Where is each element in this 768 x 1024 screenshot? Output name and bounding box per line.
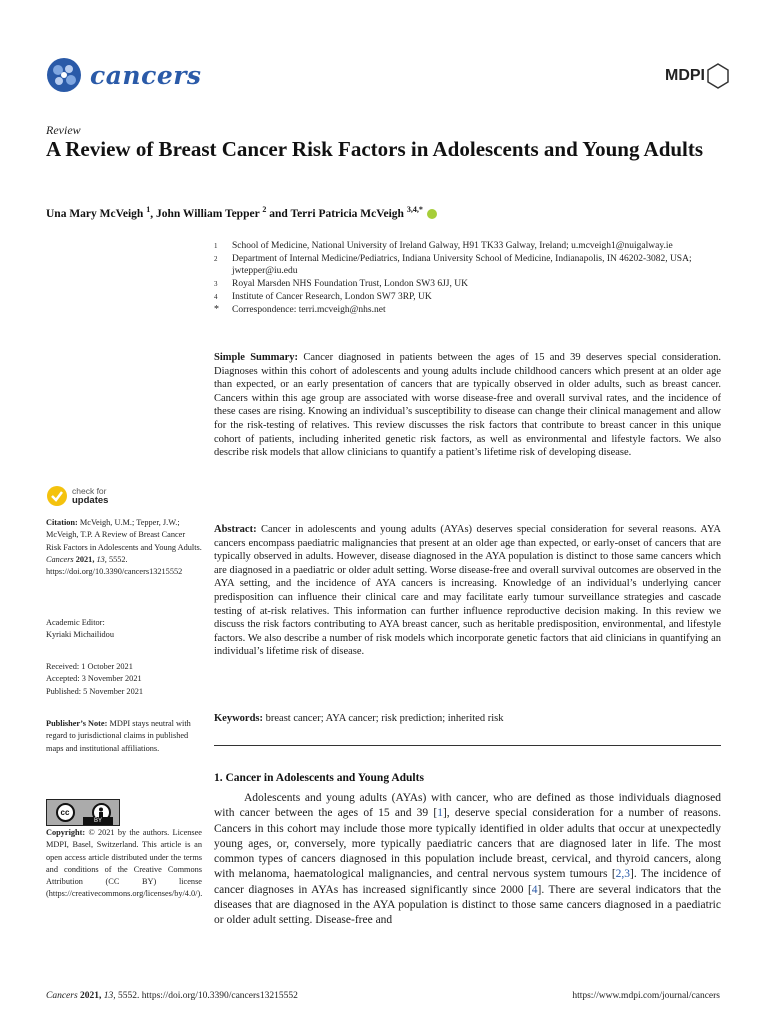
abstract-label: Abstract: <box>214 524 257 535</box>
intro-paragraph <box>214 791 721 929</box>
intro-text: ], deserve special consideration for a number of reasons. Cancers in this cohort may include those more typically identified in older adults that occur at unexpectedly young ages, or, conversely, more typically paediatric cancers that are diagnosed later in life. The most common types of cancers diagnosed in this population include breast, cervical, and thyroid cancers, along with melanoma, haematological malignancies, and central nervous system tumours [ <box>214 807 721 881</box>
copyright-label: Copyright: <box>46 828 86 837</box>
check-line-2: updates <box>72 495 109 506</box>
editor-block <box>46 617 202 642</box>
cc-license-badge[interactable] <box>46 799 120 826</box>
copyright-block <box>46 827 202 901</box>
publisher-note <box>46 718 202 755</box>
affiliation-item <box>214 278 734 290</box>
mdpi-logo-icon <box>707 63 729 89</box>
keywords-text: breast cancer; AYA cancer; risk prediction; inherited risk <box>265 713 504 724</box>
footer-journal-url[interactable]: https://www.mdpi.com/journal/cancers <box>572 991 720 1001</box>
check-line-1: check for <box>72 486 107 496</box>
reference-link[interactable]: 1 <box>437 807 443 820</box>
author-affil-mark: 2 <box>262 205 267 214</box>
author-list: Una Mary McVeigh $^1$, John William Tepper $^2$ and Terri Patricia McVeigh $^{3,4,*}$ <box>46 205 437 220</box>
section-heading: 1. Cancer in Adolescents and Young Adults <box>214 772 424 784</box>
published-date: Published: 5 November 2021 <box>46 686 144 696</box>
orcid-icon[interactable] <box>427 209 437 219</box>
affiliation-text: Department of Internal Medicine/Pediatrics, Indiana University School of Medicine, Indianapolis, IN 46202-3082, USA; jwtepper@iu.edu <box>232 254 692 276</box>
intro-text: ]. There are several indicators that the diseases that are diagnosed in the AYA population is distinct to those same cancers diagnosed in a paediatric or older adult setting. Disease-free and <box>214 883 721 927</box>
footer-year: 2021, <box>80 991 102 1001</box>
editor-label: Academic Editor: <box>46 618 105 627</box>
article-type: Review <box>46 123 81 137</box>
citation-year: 2021, <box>75 554 95 564</box>
citation-journal: Cancers <box>46 554 74 564</box>
simple-summary-text: Cancer diagnosed in patients between the ages of 15 and 39 deserves special consideration. Diagnoses within this cohort of adolescents and young adults include childhood cancers which present at an older age than expected, or an early presentation of cancers that are typically observed in older adults, such as breast cancer. Cancers within this age group are associated with worse disease-free and overall survival rates, and the incidence of these cases are rising. Knowing an individual’s susceptibility to disease can change their clinical management and allow for the risk-testing of relatives. This review discusses the risk factors that contribute to breast cancer in this unique cohort of patients, including inherited genetic risk factors, as well as environmental and lifestyle factors. We also describe risk models that allow clinicians to quantify a patient’s lifetime risk of developing disease. <box>214 352 722 459</box>
footer-doi[interactable]: 5552. https://doi.org/10.3390/cancers13215552 <box>118 991 298 1001</box>
citation-block <box>46 517 202 578</box>
received-date: Received: 1 October 2021 <box>46 662 133 671</box>
affiliation-mark: 1 <box>214 242 218 250</box>
author-affil-mark: 3,4,* <box>406 205 423 214</box>
keywords <box>214 712 721 726</box>
affiliation-mark: 2 <box>214 255 218 263</box>
publisher-logo[interactable] <box>665 63 729 89</box>
journal-logo-icon <box>44 55 84 95</box>
reference-link[interactable]: 4 <box>531 883 538 896</box>
intro-text: Adolescents and young adults (AYAs) with cancer, who are defined as those individuals diagnosed with cancer between the ages of 15 and 39 [ <box>214 792 721 820</box>
paper-title: A Review of Breast Cancer Risk Factors in Adolescents and Young Adults <box>46 137 704 161</box>
abstract-text: Cancer in adolescents and young adults (AYAs) deserves special consideration for several reasons. AYA cancers encompass paediatric malignancies that present at an older age than expected, or early-onset of cancers that are typically observed in adults. However, disease diagnosed in the AYA population is distinct to those same cancers which are diagnosed in a paediatric or older adult setting. Worse disease-free and overall survival outcomes are observed in the AYA setting, and the incidence of AYA cancers is increasing. Knowledge of an individual’s underlying cancer predisposition can influence their clinical care and may facilitate early tumour surveillance strategies and cascade testing of at-risk relatives. This information can further influence reproductive decision making. In this review we discuss the risk factors contributing to AYA breast cancer, such as heritable predisposition, environmental, and lifestyle factors. We also describe a number of risk models which incorporate genetic factors that aid clinicians in quantifying an individual’s lifetime risk of disease. <box>214 524 722 658</box>
citation-volume: 13, <box>96 554 107 564</box>
correspondence-item <box>214 304 734 316</box>
author-name: Terri Patricia McVeigh <box>290 207 404 220</box>
cc-by-label: BY <box>83 817 113 825</box>
journal-name: cancers <box>90 60 202 90</box>
copyright-text: © 2021 by the authors. Licensee MDPI, Basel, Switzerland. This article is an open access article distributed under the terms and conditions of the Creative Commons Attribution (CC BY) license (https://creativecommons.org/licenses/by/4.0/). <box>46 828 203 899</box>
section-divider <box>214 745 721 746</box>
author-affil-mark: 1 <box>146 205 151 214</box>
affiliation-mark: * <box>214 304 219 315</box>
keywords-label: Keywords: <box>214 713 263 724</box>
intro-text: ]. The incidence of cancer diagnoses in AYAs has increased significantly since 2000 [ <box>214 868 722 896</box>
publisher-note-text: MDPI stays neutral with regard to jurisdictional claims in published maps and institutional affiliations. <box>46 719 191 753</box>
abstract <box>214 523 721 659</box>
citation-label: Citation: <box>46 518 78 527</box>
check-for-updates-icon <box>46 485 68 507</box>
citation-text: McVeigh, U.M.; Tepper, J.W.; McVeigh, T.P. A Review of Breast Cancer Risk Factors in Adolescents and Young Adults. <box>46 518 202 552</box>
affiliation-item <box>214 291 734 303</box>
affiliation-text: Institute of Cancer Research, London SW7 3RP, UK <box>232 292 432 302</box>
editor-name: Kyriaki Michailidou <box>46 630 114 640</box>
publisher-note-label: Publisher’s Note: <box>46 719 108 728</box>
check-for-updates-label <box>72 487 108 505</box>
author-name: John William Tepper <box>155 207 260 220</box>
affiliation-mark: 3 <box>214 280 218 288</box>
footer-citation <box>46 991 298 1001</box>
accepted-date: Accepted: 3 November 2021 <box>46 674 142 684</box>
journal-logo[interactable] <box>44 55 201 95</box>
reference-link[interactable]: 2,3 <box>615 868 631 881</box>
author-name: Una Mary McVeigh <box>46 207 144 220</box>
publisher-name: MDPI <box>665 67 705 84</box>
dates-block <box>46 661 202 698</box>
footer-volume: 13, <box>103 991 116 1001</box>
affiliations <box>214 240 734 317</box>
affiliation-text: Royal Marsden NHS Foundation Trust, London SW3 6JJ, UK <box>232 279 468 289</box>
affiliation-item <box>214 240 734 252</box>
check-for-updates[interactable] <box>46 485 108 507</box>
affiliation-text: School of Medicine, National University of Ireland Galway, H91 TK33 Galway, Ireland; u.mcveigh1@nuigalway.ie <box>232 241 673 251</box>
citation-doi[interactable]: 5552. https://doi.org/10.3390/cancers13215552 <box>46 554 183 577</box>
affiliation-item <box>214 253 734 277</box>
cc-license-icon: cc <box>56 803 75 822</box>
footer-journal: Cancers <box>46 991 78 1001</box>
simple-summary-label: Simple Summary: <box>214 352 299 363</box>
simple-summary <box>214 351 721 460</box>
affiliation-mark: 4 <box>214 293 218 301</box>
correspondence-text[interactable]: Correspondence: terri.mcveigh@nhs.net <box>232 305 386 315</box>
